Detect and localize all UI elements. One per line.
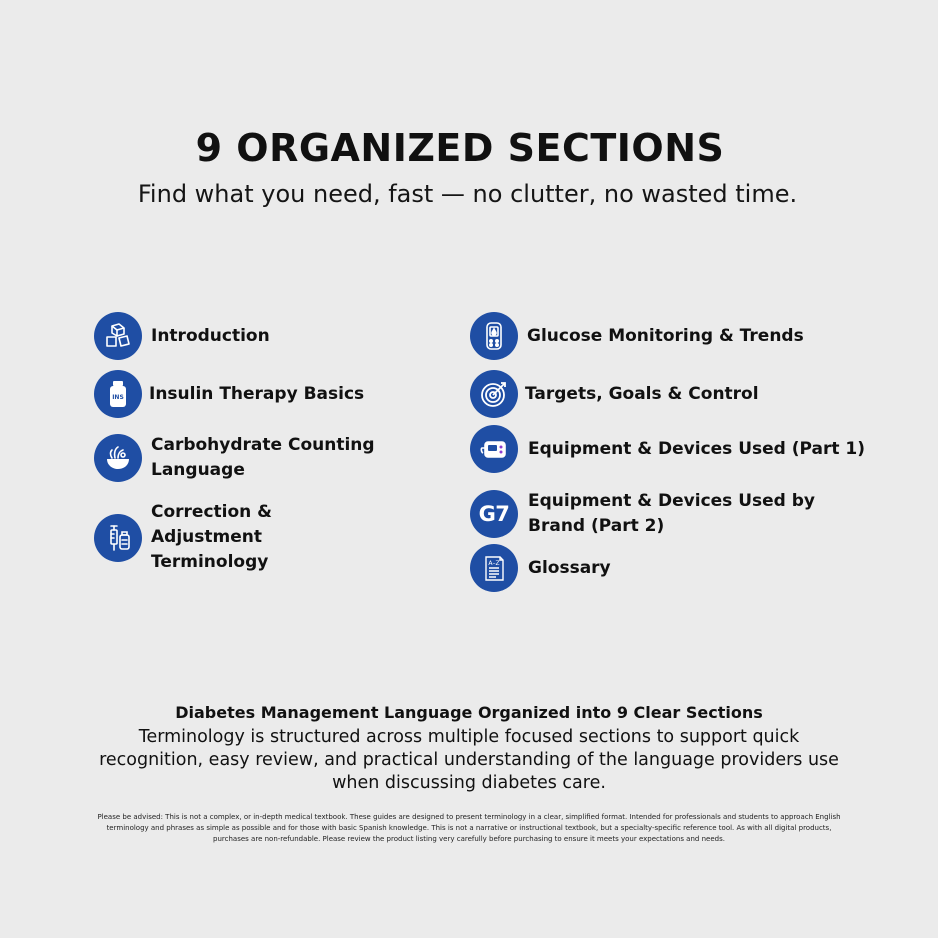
target-icon (470, 370, 518, 418)
section-equipment-devices-part1 (470, 425, 865, 473)
insulin-vial-icon (94, 370, 142, 418)
section-label: Glossary (528, 557, 611, 578)
section-carbohydrate-counting (94, 433, 381, 483)
section-label: Carbohydrate Counting Language (151, 435, 375, 480)
section-targets-goals (470, 370, 759, 418)
section-label: Insulin Therapy Basics (149, 383, 365, 404)
section-label: Targets, Goals & Control (525, 383, 759, 404)
page-title: 9 ORGANIZED SECTIONS (195, 126, 725, 170)
section-label: Equipment & Devices Used by Brand (Part 2) (528, 491, 815, 536)
section-introduction (94, 312, 270, 360)
section-label: Equipment & Devices Used (Part 1) (528, 438, 866, 459)
section-insulin-therapy (94, 370, 364, 418)
glossary-az-label: A–Z (488, 560, 500, 567)
glossary-book-icon (470, 544, 518, 592)
section-label: Introduction (151, 325, 270, 346)
page-subtitle: Find what you need, fast — no clutter, no wasted time. (137, 180, 798, 208)
food-bowl-icon (94, 434, 142, 482)
blocks-icon (94, 312, 142, 360)
insulin-pump-icon (470, 425, 518, 473)
summary-body: Terminology is structured across multiple focused sections to support quick recognition, easy review, and practical understanding of the language providers use when discussing diabetes care. (99, 727, 839, 793)
glucose-meter-icon (470, 312, 518, 360)
section-equipment-devices-part2 (470, 489, 848, 539)
g7-text: G7 (478, 502, 510, 526)
g7-icon (470, 490, 518, 538)
syringe-icon (94, 514, 142, 562)
section-label: Glucose Monitoring & Trends (527, 325, 804, 346)
summary-heading: Diabetes Management Language Organized into 9 Clear Sections (175, 703, 763, 722)
section-correction-adjustment (94, 500, 381, 575)
disclaimer: Please be advised: This is not a complex, or in-depth medical textbook. These guides are designed to present terminology in a clear, simplified format. Intended for professionals and students to approach English terminology and phrases as simple as possible and for those with basic Spanish knowledge. This is not a narrative or instructional textbook, but a specialty-specific reference tool. As with all digital products, purchases are non-refundable. Please review the product listing very carefully before purchasing to ensure it meets your expectations and needs. (97, 813, 841, 843)
section-glossary (470, 544, 611, 592)
vial-label: INS (112, 394, 124, 401)
section-label: Correction & Adjustment Terminology (151, 502, 273, 572)
section-glucose-monitoring (470, 312, 804, 360)
